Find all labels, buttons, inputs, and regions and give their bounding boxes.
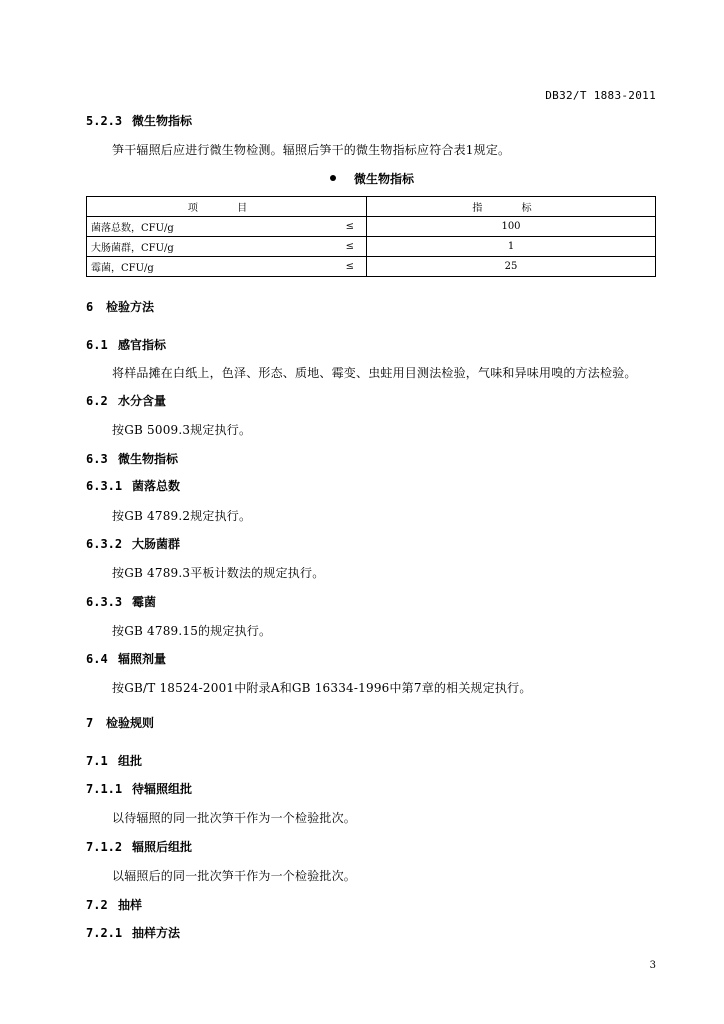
table-cell-operator: ≤ [322, 217, 367, 237]
heading-title: 大肠菌群 [132, 537, 181, 551]
table-caption [330, 170, 414, 187]
heading-7-1-2 [86, 838, 192, 855]
microbial-indicator-table [86, 196, 656, 277]
heading-title: 抽样 [118, 898, 143, 912]
heading-6-3-2 [86, 535, 180, 552]
paragraph-6-4: 按GB/T 18524-2001中附录A和GB 16334-1996中第7章的相关规定执行。 [112, 681, 532, 695]
heading-number: 7.1.1 [86, 782, 123, 796]
table-cell-item: 大肠菌群，CFU/g [87, 237, 323, 257]
table-cell-item: 菌落总数，CFU/g [87, 217, 323, 237]
heading-7 [86, 714, 154, 731]
paragraph-6-1: 将样品摊在白纸上，色泽、形态、质地、霉变、虫蛀用目测法检验，气味和异味用嗅的方法检验。 [112, 366, 637, 380]
table-cell-operator: ≤ [322, 237, 367, 257]
table-row [87, 217, 656, 237]
paragraph-6-2: 按GB 5009.3规定执行。 [112, 423, 252, 437]
heading-6-3 [86, 450, 178, 467]
heading-title: 检验规则 [106, 716, 155, 730]
heading-number: 6.2 [86, 394, 108, 408]
table-cell-operator: ≤ [322, 257, 367, 277]
heading-6-2 [86, 392, 166, 409]
table-cell-value: 25 [367, 257, 656, 277]
table-row [87, 237, 656, 257]
heading-number: 6.3 [86, 452, 108, 466]
paragraph-6-3-2: 按GB 4789.3平板计数法的规定执行。 [112, 566, 325, 580]
heading-title: 抽样方法 [132, 926, 181, 940]
heading-6-1 [86, 336, 166, 353]
paragraph-5-2-3: 笋干辐照后应进行微生物检测。辐照后笋干的微生物指标应符合表1规定。 [112, 143, 511, 157]
heading-title: 菌落总数 [132, 479, 181, 493]
page-number: 3 [649, 960, 656, 971]
table-header-item: 项 目 [87, 197, 367, 217]
heading-number: 5.2.3 [86, 114, 123, 128]
heading-title: 感官指标 [118, 338, 167, 352]
heading-7-2-1 [86, 924, 180, 941]
heading-7-1-1 [86, 780, 192, 797]
heading-number: 7.1 [86, 754, 108, 768]
heading-number: 6 [86, 300, 94, 314]
heading-6 [86, 298, 154, 315]
heading-6-4 [86, 650, 166, 667]
heading-6-3-1 [86, 477, 180, 494]
table-cell-value: 100 [367, 217, 656, 237]
heading-number: 7 [86, 716, 94, 730]
heading-number: 6.3.2 [86, 537, 123, 551]
heading-number: 7.2 [86, 898, 108, 912]
heading-title: 水分含量 [118, 394, 167, 408]
table-cell-value: 1 [367, 237, 656, 257]
heading-title: 检验方法 [106, 300, 155, 314]
heading-6-3-3 [86, 593, 156, 610]
table-caption-text: 微生物指标 [354, 172, 415, 186]
heading-7-2 [86, 896, 142, 913]
heading-number: 6.1 [86, 338, 108, 352]
heading-number: 7.2.1 [86, 926, 123, 940]
heading-number: 7.1.2 [86, 840, 123, 854]
heading-title: 微生物指标 [118, 452, 179, 466]
table-cell-item: 霉菌，CFU/g [87, 257, 323, 277]
heading-title: 辐照后组批 [132, 840, 193, 854]
bullet-icon [330, 175, 336, 181]
heading-number: 6.3.1 [86, 479, 123, 493]
paragraph-7-1-2: 以辐照后的同一批次笋干作为一个检验批次。 [112, 869, 357, 883]
heading-number: 6.4 [86, 652, 108, 666]
heading-title: 霉菌 [132, 595, 157, 609]
heading-title: 组批 [118, 754, 143, 768]
heading-title: 辐照剂量 [118, 652, 167, 666]
table-header-value: 指 标 [367, 197, 656, 217]
heading-5-2-3 [86, 112, 192, 129]
table-header-row [87, 197, 656, 217]
table-row [87, 257, 656, 277]
standard-number: DB32/T 1883-2011 [545, 89, 656, 102]
paragraph-6-3-3: 按GB 4789.15的规定执行。 [112, 624, 272, 638]
heading-7-1 [86, 752, 142, 769]
heading-title: 待辐照组批 [132, 782, 193, 796]
heading-number: 6.3.3 [86, 595, 123, 609]
paragraph-7-1-1: 以待辐照的同一批次笋干作为一个检验批次。 [112, 811, 357, 825]
heading-title: 微生物指标 [132, 114, 193, 128]
paragraph-6-3-1: 按GB 4789.2规定执行。 [112, 509, 252, 523]
